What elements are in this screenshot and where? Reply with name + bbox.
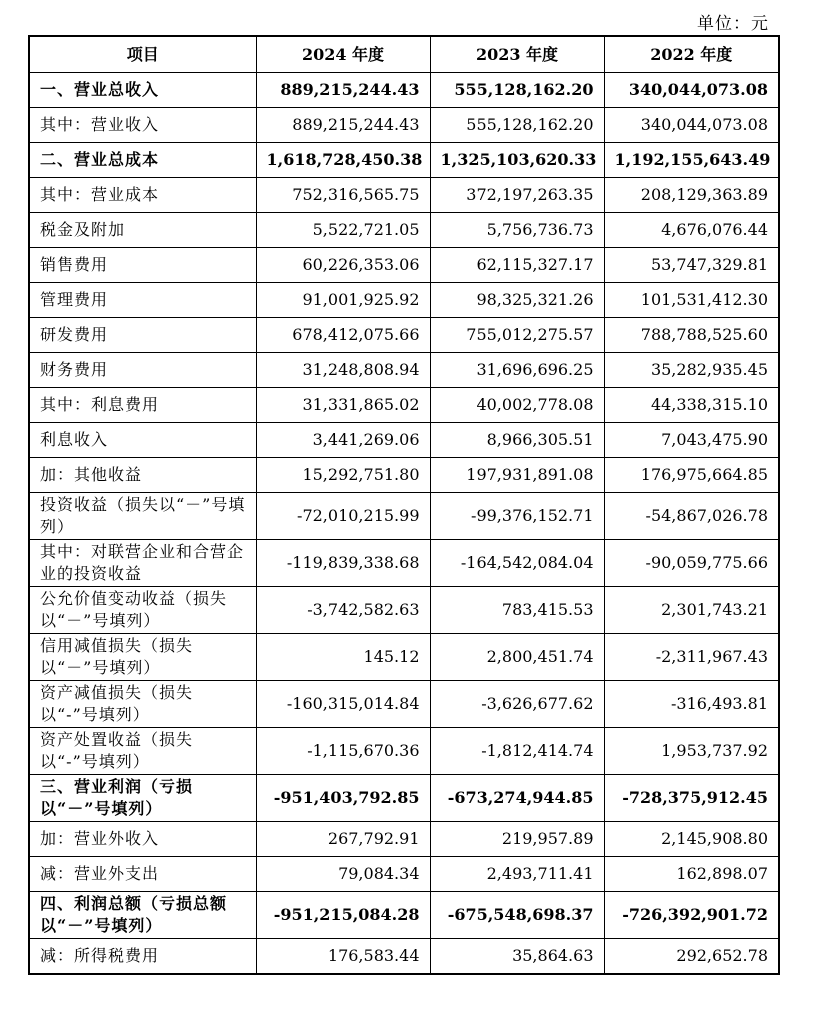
header-2022: 2022 年度 <box>604 36 779 73</box>
value-2024: 91,001,925.92 <box>256 283 430 318</box>
value-2023: 2,800,451.74 <box>430 634 604 681</box>
value-2023: 2,493,711.41 <box>430 857 604 892</box>
value-2022: 7,043,475.90 <box>604 423 779 458</box>
value-2024: 889,215,244.43 <box>256 108 430 143</box>
value-2024: 5,522,721.05 <box>256 213 430 248</box>
table-row <box>29 73 779 108</box>
value-2024: 31,331,865.02 <box>256 388 430 423</box>
table-row <box>29 458 779 493</box>
value-2024: 267,792.91 <box>256 822 430 857</box>
table-row <box>29 540 779 587</box>
value-2023: 755,012,275.57 <box>430 318 604 353</box>
value-2022: 788,788,525.60 <box>604 318 779 353</box>
table-row <box>29 353 779 388</box>
row-label: 加：其他收益 <box>29 458 256 493</box>
value-2024: -72,010,215.99 <box>256 493 430 540</box>
row-label: 财务费用 <box>29 353 256 388</box>
value-2024: 1,618,728,450.38 <box>256 143 430 178</box>
value-2023: 197,931,891.08 <box>430 458 604 493</box>
value-2023: -1,812,414.74 <box>430 728 604 775</box>
value-2022: 2,145,908.80 <box>604 822 779 857</box>
value-2022: 53,747,329.81 <box>604 248 779 283</box>
row-label: 四、利润总额（亏损总额以“－”号填列） <box>29 892 256 939</box>
header-2023: 2023 年度 <box>430 36 604 73</box>
row-label: 研发费用 <box>29 318 256 353</box>
value-2022: 2,301,743.21 <box>604 587 779 634</box>
row-label: 资产处置收益（损失以“-”号填列） <box>29 728 256 775</box>
value-2022: 35,282,935.45 <box>604 353 779 388</box>
value-2022: 1,953,737.92 <box>604 728 779 775</box>
table-row <box>29 681 779 728</box>
value-2024: 31,248,808.94 <box>256 353 430 388</box>
value-2023: -3,626,677.62 <box>430 681 604 728</box>
value-2024: -160,315,014.84 <box>256 681 430 728</box>
value-2024: -951,215,084.28 <box>256 892 430 939</box>
row-label: 三、营业利润（亏损以“－”号填列） <box>29 775 256 822</box>
value-2022: -728,375,912.45 <box>604 775 779 822</box>
value-2023: 8,966,305.51 <box>430 423 604 458</box>
table-row <box>29 587 779 634</box>
row-label: 二、营业总成本 <box>29 143 256 178</box>
unit-label: 单位：元 <box>697 14 769 34</box>
header-item: 项目 <box>29 36 256 73</box>
value-2024: 176,583.44 <box>256 939 430 975</box>
value-2022: 340,044,073.08 <box>604 73 779 108</box>
value-2022: 44,338,315.10 <box>604 388 779 423</box>
row-label: 其中：利息费用 <box>29 388 256 423</box>
value-2024: 145.12 <box>256 634 430 681</box>
table-row <box>29 143 779 178</box>
row-label: 其中：对联营企业和合营企业的投资收益 <box>29 540 256 587</box>
value-2023: 35,864.63 <box>430 939 604 975</box>
value-2022: 162,898.07 <box>604 857 779 892</box>
value-2024: 60,226,353.06 <box>256 248 430 283</box>
table-row <box>29 634 779 681</box>
table-row <box>29 248 779 283</box>
table-row <box>29 108 779 143</box>
value-2023: 98,325,321.26 <box>430 283 604 318</box>
value-2024: -1,115,670.36 <box>256 728 430 775</box>
table-row <box>29 775 779 822</box>
table-row <box>29 283 779 318</box>
table-row <box>29 857 779 892</box>
value-2022: -2,311,967.43 <box>604 634 779 681</box>
value-2024: 678,412,075.66 <box>256 318 430 353</box>
value-2024: -119,839,338.68 <box>256 540 430 587</box>
value-2024: 15,292,751.80 <box>256 458 430 493</box>
value-2022: 176,975,664.85 <box>604 458 779 493</box>
row-label: 税金及附加 <box>29 213 256 248</box>
value-2023: -99,376,152.71 <box>430 493 604 540</box>
row-label: 销售费用 <box>29 248 256 283</box>
value-2023: -164,542,084.04 <box>430 540 604 587</box>
value-2023: 555,128,162.20 <box>430 108 604 143</box>
table-row <box>29 388 779 423</box>
value-2023: 40,002,778.08 <box>430 388 604 423</box>
value-2023: 1,325,103,620.33 <box>430 143 604 178</box>
table-header-row <box>29 36 779 73</box>
value-2023: 31,696,696.25 <box>430 353 604 388</box>
row-label: 资产减值损失（损失以“-”号填列） <box>29 681 256 728</box>
value-2022: 208,129,363.89 <box>604 178 779 213</box>
value-2023: -675,548,698.37 <box>430 892 604 939</box>
value-2023: 555,128,162.20 <box>430 73 604 108</box>
value-2022: -316,493.81 <box>604 681 779 728</box>
value-2024: 79,084.34 <box>256 857 430 892</box>
row-label: 减：营业外支出 <box>29 857 256 892</box>
row-label: 投资收益（损失以“－”号填列） <box>29 493 256 540</box>
table-row <box>29 423 779 458</box>
row-label: 信用减值损失（损失以“－”号填列） <box>29 634 256 681</box>
row-label: 利息收入 <box>29 423 256 458</box>
value-2022: 340,044,073.08 <box>604 108 779 143</box>
value-2022: 1,192,155,643.49 <box>604 143 779 178</box>
table-row <box>29 728 779 775</box>
row-label: 公允价值变动收益（损失以“－”号填列） <box>29 587 256 634</box>
table-row <box>29 822 779 857</box>
table-row <box>29 178 779 213</box>
row-label: 其中：营业成本 <box>29 178 256 213</box>
value-2022: -54,867,026.78 <box>604 493 779 540</box>
row-label: 加：营业外收入 <box>29 822 256 857</box>
value-2022: 292,652.78 <box>604 939 779 975</box>
value-2022: -726,392,901.72 <box>604 892 779 939</box>
value-2023: 219,957.89 <box>430 822 604 857</box>
value-2023: -673,274,944.85 <box>430 775 604 822</box>
value-2023: 62,115,327.17 <box>430 248 604 283</box>
value-2023: 372,197,263.35 <box>430 178 604 213</box>
value-2024: 752,316,565.75 <box>256 178 430 213</box>
table-row <box>29 493 779 540</box>
income-statement-table <box>28 35 780 975</box>
value-2024: -951,403,792.85 <box>256 775 430 822</box>
value-2023: 5,756,736.73 <box>430 213 604 248</box>
value-2024: 3,441,269.06 <box>256 423 430 458</box>
table-row <box>29 213 779 248</box>
value-2022: -90,059,775.66 <box>604 540 779 587</box>
header-2024: 2024 年度 <box>256 36 430 73</box>
value-2024: 889,215,244.43 <box>256 73 430 108</box>
row-label: 管理费用 <box>29 283 256 318</box>
table-row <box>29 318 779 353</box>
value-2022: 4,676,076.44 <box>604 213 779 248</box>
value-2024: -3,742,582.63 <box>256 587 430 634</box>
row-label: 减：所得税费用 <box>29 939 256 975</box>
row-label: 一、营业总收入 <box>29 73 256 108</box>
row-label: 其中：营业收入 <box>29 108 256 143</box>
table-row <box>29 939 779 975</box>
value-2023: 783,415.53 <box>430 587 604 634</box>
table-row <box>29 892 779 939</box>
value-2022: 101,531,412.30 <box>604 283 779 318</box>
